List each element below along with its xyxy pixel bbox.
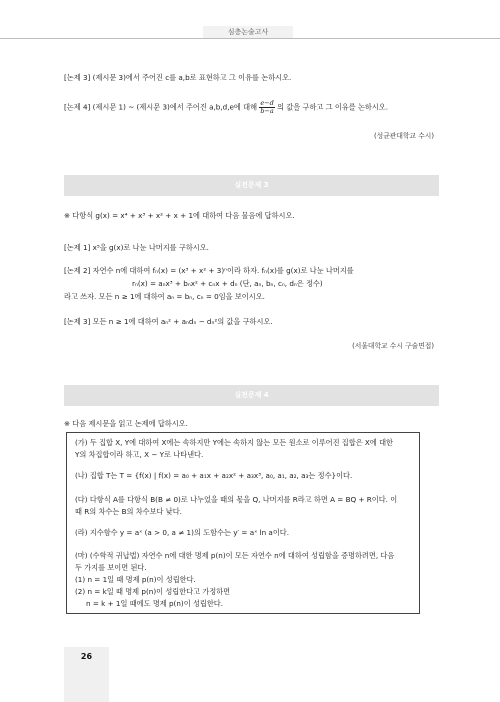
question-4-prefix: [논제 4] (제시문 1) ~ (제시문 3)에서 주어진 a,b,d,e에 대해	[64, 102, 258, 112]
section3-question-2-line3: 라고 쓰자. 모든 n ≥ 1에 대하여 aₙ = bₙ, cₙ = 0임을 보이시오.	[64, 292, 265, 301]
fraction-numerator: e−d	[260, 99, 274, 107]
passage-ma-line3: (1) n = 1일 때 명제 p(n)이 성립한다.	[75, 575, 196, 584]
passage-na: (나) 집합 T는 T = {f(x) | f(x) = a₀ + a₁x + a₂x² + a₃x³, a₀, a₁, a₂, a₃는 정수}이다.	[75, 471, 353, 480]
passage-ga-line2: Y의 차집합이라 하고, X − Y로 나타낸다.	[75, 450, 204, 459]
passage-ra: (라) 지수함수 y = aˣ (a > 0, a ≠ 1)의 도함수는 y′ = aˣ ln a이다.	[75, 528, 289, 537]
section3-intro: ※ 다항식 g(x) = x⁴ + x³ + x² + x + 1에 대하여 다음 물음에 답하시오.	[64, 211, 295, 220]
passage-da-line1: (다) 다항식 A를 다항식 B(B ≠ 0)로 나누었을 때의 몫을 Q, 나머지를 R라고 하면 A = BQ + R이다. 이	[75, 495, 398, 504]
page-number: 26	[80, 652, 93, 661]
question-4-fraction	[259, 100, 274, 115]
fraction-denominator: b−a	[260, 107, 274, 115]
section3-question-2-line2: rₙ(x) = aₙx³ + bₙx² + cₙx + dₙ (단, aₙ, bₙ, cₙ, dₙ은 정수)	[132, 279, 323, 288]
header-tab: 심층논술고사	[203, 26, 293, 39]
passage-ma-line4: (2) n = k일 때 명제 p(n)이 성립한다고 가정하면	[75, 587, 231, 596]
banner-problem-4: 실전문제 4	[64, 385, 439, 406]
passage-ga-line1: (가) 두 집합 X, Y에 대하여 X에는 속하지만 Y에는 속하지 않는 모든 원소로 이루어진 집합은 X에 대한	[75, 438, 393, 447]
banner-problem-3: 실전문제 3	[64, 175, 439, 196]
section3-question-1: [논제 1] x⁵을 g(x)로 나눈 나머지를 구하시오.	[64, 243, 209, 252]
passage-ma-line1: (마) (수학적 귀납법) 자연수 n에 대한 명제 p(n)이 모든 자연수 n에 대하여 성립함을 증명하려면, 다음	[75, 551, 395, 560]
question-4-suffix: 의 값을 구하고 그 이유를 논하시오.	[277, 102, 389, 112]
section1-question-4	[64, 100, 388, 115]
passage-ma-line5: n = k + 1일 때에도 명제 p(n)이 성립한다.	[86, 599, 223, 608]
passage-da-line2: 때 R의 차수는 B의 차수보다 낮다.	[75, 507, 182, 516]
passage-ma-line2: 두 가지를 보이면 된다.	[75, 563, 147, 572]
section3-question-3: [논제 3] 모든 n ≥ 1에 대하여 aₙ² + aₙdₙ − dₙ²의 값을 구하시오.	[64, 317, 273, 326]
section1-question-3: [논제 3] (제시문 3)에서 주어진 c를 a,b로 표현하고 그 이유를 논하시오.	[64, 73, 292, 82]
header-rule	[0, 38, 500, 39]
section4-intro: ※ 다음 제시문을 읽고 논제에 답하시오.	[64, 419, 188, 428]
section1-source: (성균관대학교 수시)	[374, 132, 434, 140]
section3-source: (서울대학교 수시 구술면접)	[352, 342, 434, 350]
section3-question-2-line1: [논제 2] 자연수 n에 대하여 fₙ(x) = (x³ + x² + 3)ⁿ이라 하자. fₙ(x)를 g(x)로 나눈 나머지를	[64, 266, 354, 275]
